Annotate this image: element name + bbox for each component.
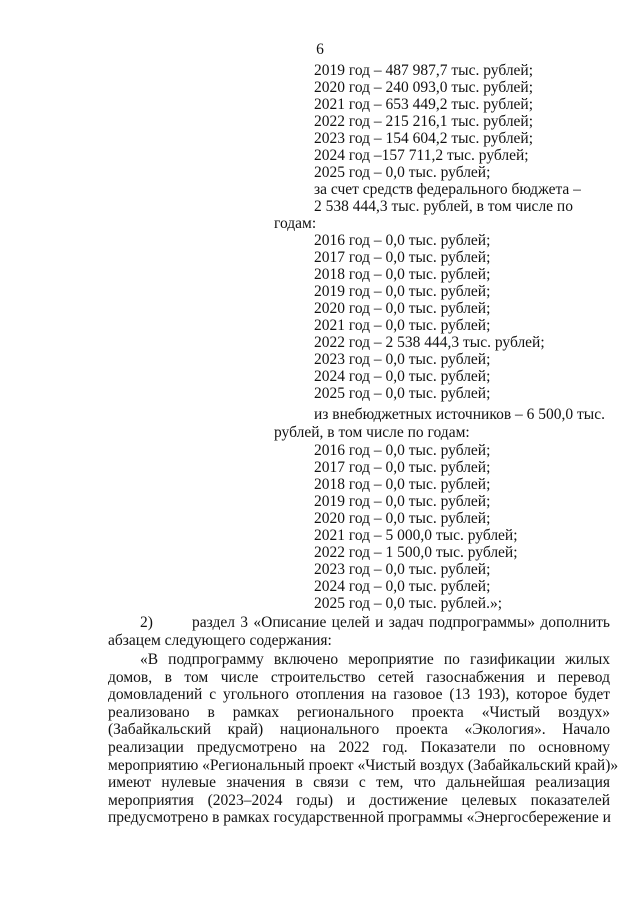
quote-line: (Забайкальский край) национального проекта «Экология». Начало (108, 721, 610, 739)
budget-year-line: 2019 год – 487 987,7 тыс. рублей; (314, 62, 534, 79)
budget-year-line: 2021 год – 653 449,2 тыс. рублей; (314, 96, 534, 113)
federal-intro: годам: (274, 215, 317, 232)
budget-year-line: 2024 год –157 711,2 тыс. рублей; (314, 147, 529, 164)
budget-year-line: 2023 год – 0,0 тыс. рублей; (314, 561, 491, 578)
budget-year-line: 2018 год – 0,0 тыс. рублей; (314, 266, 491, 283)
budget-year-line: 2020 год – 0,0 тыс. рублей; (314, 300, 491, 317)
budget-year-line: 2022 год – 2 538 444,3 тыс. рублей; (314, 334, 545, 351)
budget-year-line: 2021 год – 0,0 тыс. рублей; (314, 317, 491, 334)
budget-year-line: 2017 год – 0,0 тыс. рублей; (314, 249, 491, 266)
quote-line: реализовано в рамках регионального проекта «Чистый воздух» (108, 703, 610, 721)
budget-year-line: 2019 год – 0,0 тыс. рублей; (314, 283, 491, 300)
budget-year-line: 2017 год – 0,0 тыс. рублей; (314, 459, 491, 476)
budget-year-line: 2025 год – 0,0 тыс. рублей.»; (314, 595, 503, 612)
budget-year-line: 2024 год – 0,0 тыс. рублей; (314, 368, 491, 385)
budget-year-line: 2021 год – 5 000,0 тыс. рублей; (314, 527, 518, 544)
federal-intro: за счет средств федерального бюджета – (314, 181, 581, 198)
item-number: 2) (140, 614, 153, 631)
quote-line: домов, в том числе строительство сетей газоснабжения и перевод (108, 668, 610, 686)
budget-year-line: 2016 год – 0,0 тыс. рублей; (314, 232, 491, 249)
budget-year-line: 2025 год – 0,0 тыс. рублей; (314, 385, 491, 402)
item-2-paragraph (108, 614, 610, 649)
page-number: 6 (316, 41, 324, 58)
budget-year-line: 2018 год – 0,0 тыс. рублей; (314, 476, 491, 493)
budget-year-line: 2016 год – 0,0 тыс. рублей; (314, 442, 491, 459)
extrabudget-intro: рублей, в том числе по годам: (274, 424, 470, 441)
quote-line: мероприятию «Региональный проект «Чистый воздух (Забайкальский край)» (108, 756, 619, 774)
budget-year-line: 2020 год – 240 093,0 тыс. рублей; (314, 79, 534, 96)
quoted-paragraph (108, 651, 619, 827)
item-2-line (108, 614, 610, 632)
budget-year-line: 2023 год – 0,0 тыс. рублей; (314, 351, 491, 368)
budget-year-line: 2020 год – 0,0 тыс. рублей; (314, 510, 491, 527)
budget-year-line: 2025 год – 0,0 тыс. рублей; (314, 164, 491, 181)
item-2-text: раздел 3 «Описание целей и задач подпрограммы» дополнить (192, 614, 610, 631)
budget-year-line: 2019 год – 0,0 тыс. рублей; (314, 493, 491, 510)
quote-line: предусмотрено в рамках государственной программы «Энергосбережение и (108, 809, 611, 827)
quote-line: имеют нулевые значения в связи с тем, что дальнейшая реализация (108, 774, 610, 792)
quote-line: реализации предусмотрено на 2022 год. Показатели по основному (108, 738, 610, 756)
budget-year-line: 2024 год – 0,0 тыс. рублей; (314, 578, 491, 595)
budget-year-line: 2023 год – 154 604,2 тыс. рублей; (314, 130, 534, 147)
federal-intro: 2 538 444,3 тыс. рублей, в том числе по (314, 198, 573, 215)
quote-line: мероприятия (2023–2024 годы) и достижение целевых показателей (108, 791, 610, 809)
budget-year-line: 2022 год – 1 500,0 тыс. рублей; (314, 544, 518, 561)
quote-line: «В подпрограмму включено мероприятие по газификации жилых (140, 651, 610, 668)
extrabudget-intro: из внебюджетных источников – 6 500,0 тыс. (314, 406, 605, 423)
budget-year-line: 2022 год – 215 216,1 тыс. рублей; (314, 113, 534, 130)
quote-line: домовладений с угольного отопления на газовое (13 193), которое будет (108, 686, 610, 704)
item-2-line: абзацем следующего содержания: (108, 631, 332, 649)
